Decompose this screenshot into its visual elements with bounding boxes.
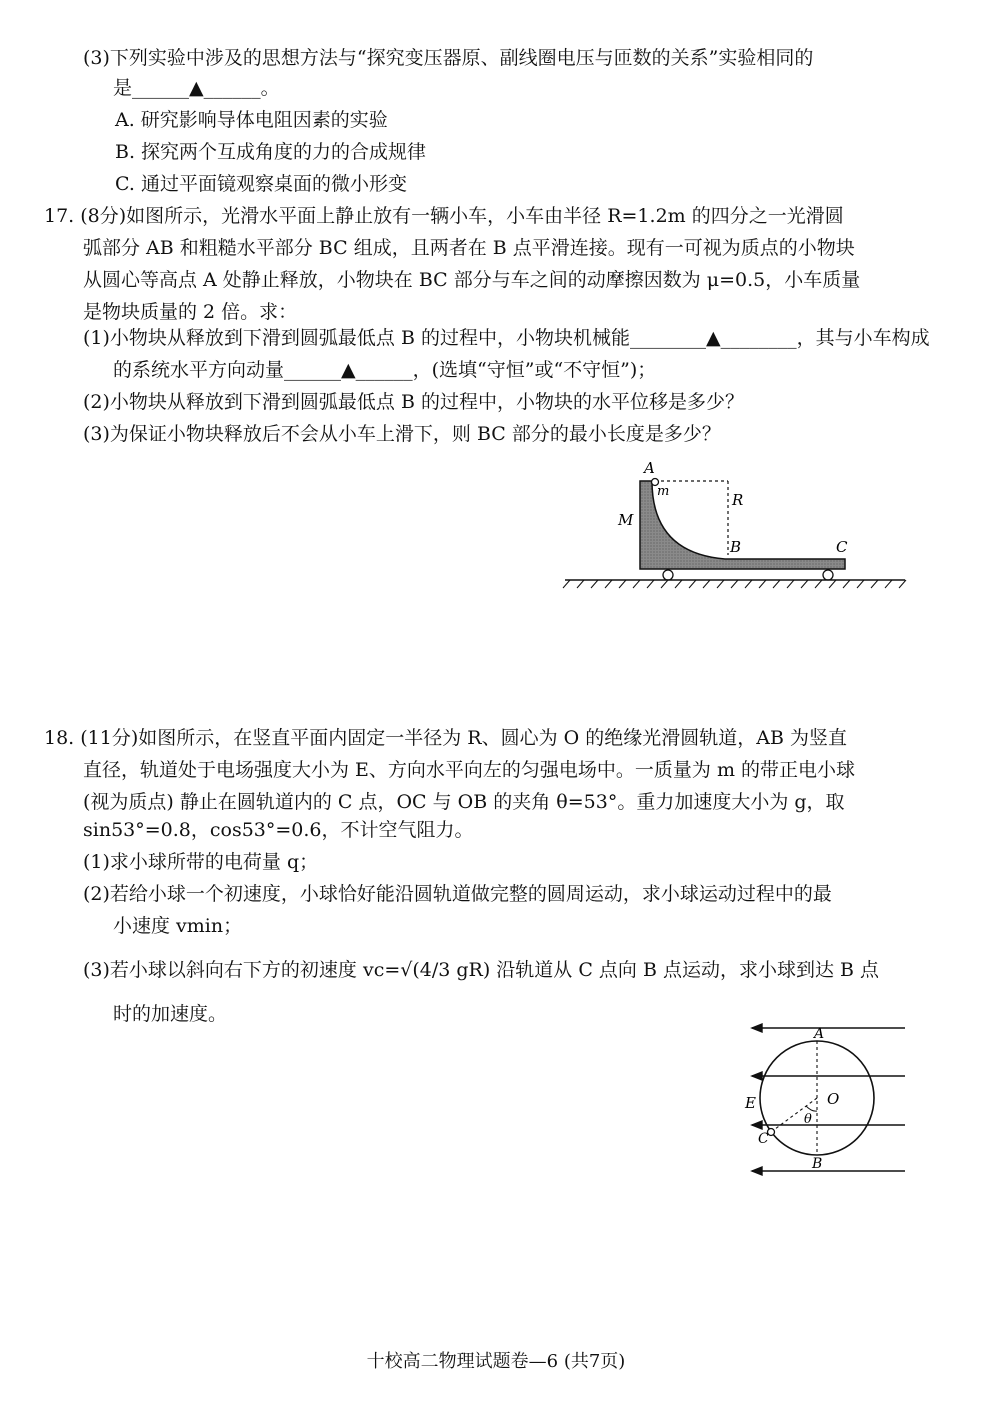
label-theta: θ: [804, 1112, 812, 1127]
q18-sub3-line-2: 时的加速度。: [113, 1003, 228, 1025]
page-footer: 十校高二物理试题卷—6 (共7页): [366, 1351, 626, 1372]
wheel-icon: [663, 570, 673, 580]
label-b: B: [812, 1156, 823, 1172]
q17-sub1-line-2: 的系统水平方向动量______▲______，(选填“守恒”或“不守恒”)；: [113, 359, 657, 381]
q18-sub3-line-1: (3)若小球以斜向右下方的初速度 vc=√(4/3 gR) 沿轨道从 C 点向 B 点运动，求小球到达 B 点: [83, 959, 880, 981]
q18-line-4: sin53°=0.8，cos53°=0.6，不计空气阻力。: [83, 819, 474, 841]
q16-p3-line-1: (3)下列实验中涉及的思想方法与“探究变压器原、副线圈电压与匝数的关系”实验相同的: [83, 47, 814, 69]
label-c: C: [758, 1131, 769, 1147]
label-o: O: [827, 1090, 840, 1108]
q18-line-2: 直径，轨道处于电场强度大小为 E、方向水平向左的匀强电场中。一质量为 m 的带正电小球: [83, 759, 856, 781]
q18-sub2-line-2: 小速度 vmin；: [113, 915, 243, 937]
q18-sub2-line-1: (2)若给小球一个初速度，小球恰好能沿圆轨道做完整的圆周运动，求小球运动过程中的最: [83, 883, 832, 905]
q16-option-b: B. 探究两个互成角度的力的合成规律: [115, 141, 427, 163]
q17-cart-figure: [560, 455, 910, 595]
wheel-icon: [823, 570, 833, 580]
label-m: m: [657, 484, 670, 499]
q18-sub1: (1)求小球所带的电荷量 q；: [83, 851, 319, 873]
label-b: B: [730, 538, 742, 556]
q17-sub3: (3)为保证小物块释放后不会从小车上滑下，则 BC 部分的最小长度是多少？: [83, 423, 721, 445]
q17-line-2: 弧部分 AB 和粗糙水平部分 BC 组成，且两者在 B 点平滑连接。现有一可视为质点的小物块: [83, 237, 855, 259]
q17-line-3: 从圆心等高点 A 处静止释放，小物块在 BC 部分与车之间的动摩擦因数为 μ=0.5，小车质量: [83, 269, 861, 291]
label-e: E: [745, 1094, 756, 1112]
label-a: A: [814, 1026, 825, 1042]
q16-option-a: A. 研究影响导体电阻因素的实验: [115, 109, 388, 131]
label-M: M: [618, 511, 634, 529]
label-r: R: [732, 491, 744, 509]
label-a: A: [644, 459, 655, 477]
q17-sub1-line-1: (1)小物块从释放到下滑到圆弧最低点 B 的过程中，小物块机械能________▲________，其与小车构成: [83, 327, 930, 349]
label-c: C: [836, 538, 848, 556]
q18-circle-figure: [740, 1015, 910, 1185]
q16-option-c: C. 通过平面镜观察桌面的微小形变: [115, 173, 407, 195]
q18-line-3: (视为质点) 静止在圆轨道内的 C 点，OC 与 OB 的夹角 θ=53°。重力加速度大小为 g，取: [83, 791, 845, 813]
q18-line-1: 18. (11分)如图所示，在竖直平面内固定一半径为 R、圆心为 O 的绝缘光滑圆轨道，AB 为竖直: [44, 727, 847, 749]
q16-p3-line-2: 是______▲______。: [113, 77, 280, 99]
q17-line-4: 是物块质量的 2 倍。求：: [83, 301, 298, 323]
q17-sub2: (2)小物块从释放到下滑到圆弧最低点 B 的过程中，小物块的水平位移是多少？: [83, 391, 744, 413]
q17-line-1: 17. (8分)如图所示，光滑水平面上静止放有一辆小车，小车由半径 R=1.2m 的四分之一光滑圆: [44, 205, 844, 227]
